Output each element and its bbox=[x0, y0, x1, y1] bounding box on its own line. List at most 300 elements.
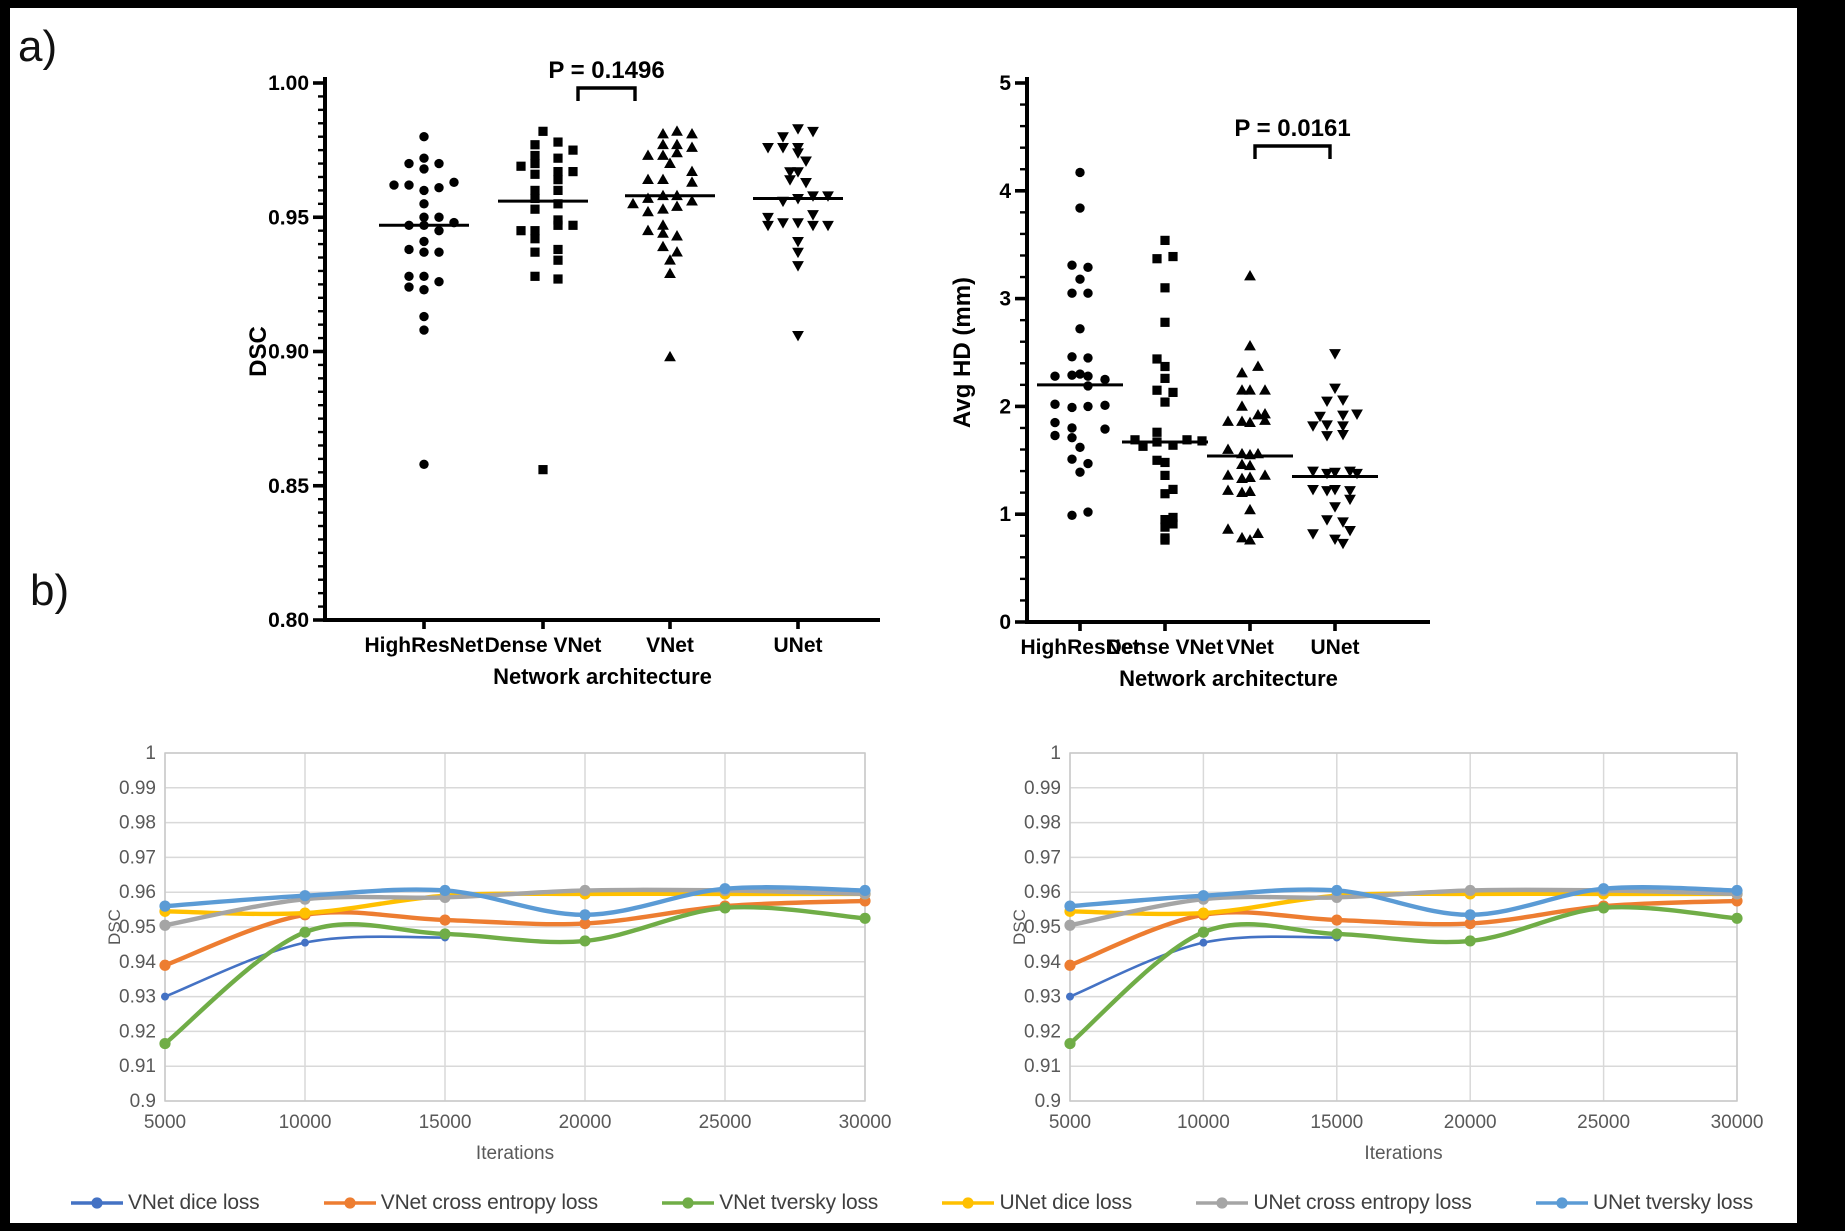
data-point-square bbox=[1160, 535, 1169, 544]
data-point-triangle-down bbox=[792, 331, 804, 341]
data-point-circle bbox=[1067, 403, 1076, 412]
data-point-triangle-up bbox=[657, 139, 669, 149]
series-marker-unet-cross-entropy-loss bbox=[1064, 920, 1075, 931]
y-tick-label: 0 bbox=[999, 611, 1011, 634]
legend-dot bbox=[91, 1197, 102, 1208]
series-marker-unet-dice-loss bbox=[299, 907, 310, 918]
legend-dot bbox=[344, 1197, 355, 1208]
legend-item-unet-tversky-loss bbox=[1535, 1191, 1753, 1215]
data-point-square bbox=[1168, 388, 1177, 397]
data-point-square bbox=[1160, 236, 1169, 245]
data-point-triangle-up bbox=[642, 225, 654, 235]
series-marker-vnet-dice-loss bbox=[161, 993, 169, 1001]
data-point-square bbox=[1160, 471, 1169, 480]
data-point-triangle-down bbox=[1321, 515, 1333, 525]
y-tick-label: 1.00 bbox=[268, 72, 309, 95]
series-marker-unet-cross-entropy-loss bbox=[1465, 885, 1476, 896]
dsc-iterations-line-chart-left bbox=[10, 698, 910, 1180]
significance-bracket bbox=[578, 88, 635, 101]
data-point-circle bbox=[1075, 168, 1084, 177]
data-point-circle bbox=[1083, 402, 1092, 411]
data-point-circle bbox=[1067, 289, 1076, 298]
data-point-triangle-down bbox=[1321, 431, 1333, 441]
x-tick-label: 5000 bbox=[143, 1112, 187, 1133]
avg-hd-scatter-chart bbox=[910, 8, 1797, 698]
data-point-square bbox=[1197, 436, 1206, 445]
data-point-circle bbox=[419, 199, 428, 208]
data-point-square bbox=[1160, 489, 1169, 498]
data-point-square bbox=[1182, 435, 1191, 444]
data-point-circle bbox=[1075, 324, 1084, 333]
x-tick-label: 25000 bbox=[1577, 1112, 1631, 1133]
data-point-square bbox=[1160, 458, 1169, 467]
series-marker-unet-cross-entropy-loss bbox=[579, 885, 590, 896]
x-tick-label: 25000 bbox=[698, 1112, 752, 1133]
series-marker-unet-tversky-loss bbox=[719, 883, 730, 894]
data-point-triangle-up bbox=[1222, 469, 1234, 479]
series-marker-vnet-tversky-loss bbox=[1064, 1038, 1075, 1049]
data-point-square bbox=[1130, 435, 1139, 444]
data-point-square bbox=[553, 154, 562, 163]
dsc-scatter-chart bbox=[10, 8, 910, 698]
x-tick-label: 20000 bbox=[1443, 1112, 1497, 1133]
data-point-triangle-down bbox=[1344, 526, 1356, 536]
data-point-circle bbox=[1100, 424, 1109, 433]
data-point-square bbox=[530, 272, 539, 281]
data-point-circle bbox=[1083, 353, 1092, 362]
data-point-triangle-down bbox=[1307, 529, 1319, 539]
legend-label: VNet cross entropy loss bbox=[380, 1191, 598, 1214]
data-point-triangle-down bbox=[792, 261, 804, 271]
x-category-label: VNet bbox=[1226, 636, 1274, 659]
data-point-square bbox=[1152, 354, 1161, 363]
data-point-square bbox=[1160, 283, 1169, 292]
y-tick-label: 3 bbox=[999, 287, 1011, 311]
data-point-triangle-up bbox=[627, 198, 639, 208]
legend-marker-icon bbox=[941, 1196, 995, 1210]
legend-marker-icon bbox=[70, 1196, 124, 1210]
series-marker-unet-tversky-loss bbox=[1064, 901, 1075, 912]
data-point-circle bbox=[1067, 433, 1076, 442]
data-point-circle bbox=[1067, 260, 1076, 269]
data-point-triangle-down bbox=[792, 237, 804, 247]
series-marker-vnet-cross-entropy-loss bbox=[159, 960, 170, 971]
series-marker-vnet-cross-entropy-loss bbox=[1331, 914, 1342, 925]
data-point-square bbox=[1168, 519, 1177, 528]
data-point-square bbox=[1160, 318, 1169, 327]
data-point-triangle-up bbox=[1259, 469, 1271, 479]
data-point-square bbox=[1160, 362, 1169, 371]
data-point-square bbox=[553, 186, 562, 195]
data-point-circle bbox=[1075, 274, 1084, 283]
y-tick-label: 5 bbox=[999, 72, 1011, 95]
data-point-circle bbox=[1083, 263, 1092, 272]
y-tick-label: 0.90 bbox=[268, 340, 309, 364]
data-point-circle bbox=[419, 325, 428, 334]
data-point-square bbox=[1168, 441, 1177, 450]
data-point-circle bbox=[434, 277, 443, 286]
data-point-circle bbox=[1050, 418, 1059, 427]
y-tick-label: 0.98 bbox=[1024, 812, 1061, 834]
data-point-circle bbox=[1067, 511, 1076, 520]
data-point-square bbox=[1138, 442, 1147, 451]
data-point-circle bbox=[1083, 381, 1092, 390]
data-point-triangle-down bbox=[777, 143, 789, 153]
data-point-square bbox=[553, 256, 562, 265]
y-tick-label: 2 bbox=[999, 395, 1011, 419]
data-point-triangle-down bbox=[807, 127, 819, 137]
data-point-circle bbox=[1050, 400, 1059, 409]
data-point-circle bbox=[1100, 375, 1109, 384]
data-point-circle bbox=[1083, 289, 1092, 298]
legend-item-unet-dice-loss bbox=[941, 1191, 1132, 1215]
data-point-circle bbox=[404, 282, 413, 291]
y-tick-label: 0.95 bbox=[1024, 917, 1061, 938]
panel-a-label: a) bbox=[18, 22, 58, 71]
data-point-triangle-up bbox=[1252, 448, 1264, 458]
data-point-triangle-up bbox=[1244, 270, 1256, 280]
y-tick-label: 0.95 bbox=[268, 206, 309, 230]
data-point-square bbox=[1168, 252, 1177, 261]
chart-legend bbox=[10, 1180, 1797, 1226]
legend-dot bbox=[1217, 1197, 1228, 1208]
data-point-square bbox=[1152, 437, 1161, 446]
x-axis-title: Network architecture bbox=[1119, 666, 1338, 691]
data-point-square bbox=[530, 226, 539, 235]
data-point-triangle-up bbox=[657, 174, 669, 184]
y-tick-label: 0.97 bbox=[1024, 847, 1061, 869]
data-point-triangle-up bbox=[671, 201, 683, 211]
data-point-triangle-up bbox=[1222, 484, 1234, 494]
series-marker-vnet-tversky-loss bbox=[859, 913, 870, 924]
data-point-triangle-down bbox=[822, 191, 834, 201]
p-value-label: P = 0.1496 bbox=[548, 57, 665, 84]
data-point-triangle-up bbox=[642, 174, 654, 184]
data-point-square bbox=[553, 221, 562, 230]
data-point-triangle-up bbox=[1222, 444, 1234, 454]
data-point-square bbox=[568, 146, 577, 155]
data-point-square bbox=[538, 127, 547, 136]
data-point-circle bbox=[449, 218, 458, 227]
data-point-circle bbox=[1050, 372, 1059, 381]
x-tick-label: 30000 bbox=[1710, 1112, 1764, 1133]
x-tick-label: 15000 bbox=[1310, 1112, 1364, 1133]
y-axis-title: DSC bbox=[1010, 909, 1029, 945]
series-line-vnet-cross-entropy-loss bbox=[1070, 901, 1737, 965]
data-point-circle bbox=[1083, 459, 1092, 468]
series-marker-unet-tversky-loss bbox=[1731, 885, 1742, 896]
data-point-triangle-down bbox=[1337, 539, 1349, 549]
x-tick-label: 5000 bbox=[1048, 1112, 1092, 1133]
data-point-square bbox=[516, 226, 525, 235]
data-point-square bbox=[553, 274, 562, 283]
data-point-circle bbox=[389, 180, 398, 189]
data-point-square bbox=[1168, 485, 1177, 494]
data-point-circle bbox=[1083, 372, 1092, 381]
series-marker-vnet-dice-loss bbox=[301, 939, 309, 947]
data-point-triangle-down bbox=[1321, 397, 1333, 407]
data-point-triangle-down bbox=[1329, 384, 1341, 394]
data-point-triangle-up bbox=[686, 128, 698, 138]
series-marker-unet-cross-entropy-loss bbox=[159, 920, 170, 931]
data-point-square bbox=[553, 167, 562, 176]
legend-item-vnet-tversky-loss bbox=[661, 1191, 878, 1215]
data-point-square bbox=[530, 151, 539, 160]
data-point-triangle-up bbox=[1252, 528, 1264, 538]
data-point-triangle-up bbox=[1259, 384, 1271, 394]
data-point-triangle-up bbox=[1222, 415, 1234, 425]
data-point-triangle-down bbox=[1329, 502, 1341, 512]
data-point-square bbox=[1152, 386, 1161, 395]
x-category-label: VNet bbox=[646, 634, 694, 657]
data-point-square bbox=[1160, 523, 1169, 532]
data-point-circle bbox=[1075, 443, 1084, 452]
data-point-circle bbox=[419, 460, 428, 469]
y-tick-label: 0.91 bbox=[1024, 1056, 1061, 1078]
data-point-circle bbox=[419, 186, 428, 195]
data-point-square bbox=[553, 199, 562, 208]
data-point-square bbox=[1152, 456, 1161, 465]
data-point-triangle-up bbox=[657, 241, 669, 251]
data-point-circle bbox=[1067, 455, 1076, 464]
x-category-label: Dense VNet bbox=[1106, 636, 1224, 659]
data-point-triangle-down bbox=[792, 218, 804, 228]
data-point-triangle-down bbox=[792, 124, 804, 134]
data-point-square bbox=[530, 170, 539, 179]
data-point-square bbox=[530, 234, 539, 243]
data-point-circle bbox=[1075, 369, 1084, 378]
y-tick-label: 0.91 bbox=[119, 1056, 156, 1078]
legend-dot bbox=[963, 1197, 974, 1208]
y-axis-title: Avg HD (mm) bbox=[949, 276, 976, 429]
data-point-triangle-up bbox=[657, 128, 669, 138]
data-point-square bbox=[538, 465, 547, 474]
series-marker-vnet-tversky-loss bbox=[159, 1038, 170, 1049]
data-point-triangle-up bbox=[671, 230, 683, 240]
data-point-circle bbox=[419, 312, 428, 321]
data-point-circle bbox=[434, 183, 443, 192]
series-marker-unet-tversky-loss bbox=[159, 901, 170, 912]
data-point-circle bbox=[434, 213, 443, 222]
y-tick-label: 0.99 bbox=[119, 777, 156, 799]
data-point-triangle-down bbox=[822, 221, 834, 231]
data-point-triangle-down bbox=[777, 197, 789, 207]
data-point-circle bbox=[404, 180, 413, 189]
data-point-circle bbox=[404, 159, 413, 168]
data-point-circle bbox=[419, 285, 428, 294]
y-tick-label: 0.9 bbox=[1034, 1091, 1061, 1112]
x-axis-title: Iterations bbox=[475, 1143, 555, 1164]
data-point-circle bbox=[1083, 507, 1092, 516]
data-point-square bbox=[1152, 428, 1161, 437]
panel-b-label: b) bbox=[30, 566, 70, 615]
data-point-square bbox=[553, 137, 562, 146]
x-axis-title: Iterations bbox=[1364, 1143, 1443, 1164]
data-point-square bbox=[530, 186, 539, 195]
y-tick-label: 0.80 bbox=[268, 609, 309, 632]
data-point-triangle-down bbox=[784, 175, 796, 185]
p-value-label: P = 0.0161 bbox=[1234, 115, 1351, 142]
series-marker-vnet-tversky-loss bbox=[719, 902, 730, 913]
y-tick-label: 0.93 bbox=[1024, 986, 1061, 1008]
data-point-triangle-up bbox=[642, 192, 654, 202]
data-point-circle bbox=[449, 178, 458, 187]
x-category-label: UNet bbox=[773, 634, 823, 657]
series-marker-vnet-tversky-loss bbox=[1198, 927, 1209, 938]
data-point-triangle-up bbox=[1236, 367, 1248, 377]
data-point-triangle-up bbox=[642, 149, 654, 159]
legend-marker-icon bbox=[323, 1196, 377, 1210]
data-point-square bbox=[1152, 254, 1161, 263]
data-point-triangle-down bbox=[800, 156, 812, 166]
data-point-circle bbox=[419, 237, 428, 246]
x-tick-label: 30000 bbox=[838, 1112, 892, 1133]
y-tick-label: 4 bbox=[999, 179, 1011, 203]
x-tick-label: 10000 bbox=[1176, 1112, 1230, 1133]
series-marker-unet-tversky-loss bbox=[579, 909, 590, 920]
data-point-triangle-down bbox=[1337, 396, 1349, 406]
data-point-circle bbox=[1075, 203, 1084, 212]
data-point-triangle-up bbox=[1236, 532, 1248, 542]
series-marker-vnet-tversky-loss bbox=[579, 935, 590, 946]
series-marker-vnet-cross-entropy-loss bbox=[1064, 960, 1075, 971]
data-point-triangle-up bbox=[657, 149, 669, 159]
data-point-triangle-up bbox=[686, 141, 698, 151]
data-point-triangle-up bbox=[642, 206, 654, 216]
series-marker-unet-tversky-loss bbox=[1198, 890, 1209, 901]
data-point-triangle-up bbox=[686, 166, 698, 176]
data-point-square bbox=[530, 140, 539, 149]
data-point-square bbox=[530, 159, 539, 168]
data-point-triangle-up bbox=[1244, 460, 1256, 470]
data-point-triangle-down bbox=[807, 221, 819, 231]
data-point-square bbox=[530, 248, 539, 257]
data-point-circle bbox=[1067, 352, 1076, 361]
y-tick-label: 0.85 bbox=[268, 474, 309, 498]
data-point-circle bbox=[404, 221, 413, 230]
series-marker-unet-tversky-loss bbox=[299, 890, 310, 901]
y-tick-label: 0.92 bbox=[119, 1021, 156, 1043]
series-marker-vnet-tversky-loss bbox=[439, 928, 450, 939]
series-marker-unet-tversky-loss bbox=[1465, 909, 1476, 920]
data-point-triangle-down bbox=[800, 178, 812, 188]
series-marker-unet-tversky-loss bbox=[859, 885, 870, 896]
data-point-circle bbox=[419, 164, 428, 173]
y-tick-label: 0.96 bbox=[119, 882, 156, 904]
data-point-circle bbox=[434, 226, 443, 235]
data-point-circle bbox=[1100, 401, 1109, 410]
series-marker-unet-tversky-loss bbox=[1331, 885, 1342, 896]
y-axis-title: DSC bbox=[105, 909, 124, 945]
legend-marker-icon bbox=[1535, 1196, 1589, 1210]
data-point-circle bbox=[1050, 431, 1059, 440]
y-tick-label: 0.92 bbox=[1024, 1021, 1061, 1043]
data-point-circle bbox=[419, 132, 428, 141]
data-point-triangle-up bbox=[664, 351, 676, 361]
series-marker-vnet-tversky-loss bbox=[299, 927, 310, 938]
series-marker-unet-tversky-loss bbox=[1598, 883, 1609, 894]
data-point-circle bbox=[419, 247, 428, 256]
y-tick-label: 0.94 bbox=[119, 951, 156, 973]
data-point-circle bbox=[419, 221, 428, 230]
y-tick-label: 0.94 bbox=[1024, 951, 1061, 973]
y-tick-label: 0.98 bbox=[119, 812, 156, 834]
data-point-triangle-up bbox=[1236, 473, 1248, 483]
significance-bracket bbox=[1255, 146, 1330, 159]
legend-item-vnet-dice-loss bbox=[70, 1191, 259, 1215]
data-point-circle bbox=[1075, 467, 1084, 476]
data-point-triangle-up bbox=[671, 246, 683, 256]
series-marker-vnet-tversky-loss bbox=[1731, 913, 1742, 924]
y-tick-label: 0.9 bbox=[129, 1091, 156, 1112]
data-point-square bbox=[553, 175, 562, 184]
dsc-iterations-line-chart-right bbox=[915, 698, 1797, 1180]
series-marker-vnet-dice-loss bbox=[1066, 993, 1074, 1001]
legend-label: UNet dice loss bbox=[999, 1191, 1133, 1214]
data-point-triangle-up bbox=[1222, 523, 1234, 533]
data-point-circle bbox=[404, 272, 413, 281]
legend-item-vnet-cross-entropy-loss bbox=[323, 1191, 598, 1215]
data-point-square bbox=[1160, 397, 1169, 406]
series-marker-vnet-cross-entropy-loss bbox=[439, 914, 450, 925]
data-point-triangle-down bbox=[807, 210, 819, 220]
y-tick-label: 0.97 bbox=[119, 847, 156, 869]
data-point-triangle-down bbox=[762, 221, 774, 231]
x-tick-label: 10000 bbox=[278, 1112, 332, 1133]
data-point-triangle-down bbox=[1337, 430, 1349, 440]
data-point-triangle-down bbox=[1307, 421, 1319, 431]
data-point-square bbox=[568, 167, 577, 176]
series-line-vnet-cross-entropy-loss bbox=[165, 901, 865, 965]
data-point-triangle-down bbox=[1337, 411, 1349, 421]
data-point-triangle-down bbox=[792, 248, 804, 258]
x-category-label: Dense VNet bbox=[484, 634, 602, 657]
y-tick-label: 0.99 bbox=[1024, 777, 1061, 799]
series-marker-vnet-tversky-loss bbox=[1598, 902, 1609, 913]
data-point-square bbox=[1160, 374, 1169, 383]
data-point-triangle-down bbox=[1344, 495, 1356, 505]
x-category-label: HighResNet bbox=[1020, 636, 1140, 659]
data-point-triangle-up bbox=[1244, 504, 1256, 514]
legend-label: UNet cross entropy loss bbox=[1253, 1191, 1472, 1214]
data-point-triangle-up bbox=[657, 203, 669, 213]
data-point-square bbox=[516, 162, 525, 171]
figure-canvas bbox=[10, 8, 1797, 1223]
legend-label: VNet tversky loss bbox=[719, 1191, 879, 1214]
data-point-triangle-up bbox=[686, 176, 698, 186]
series-marker-unet-dice-loss bbox=[1198, 907, 1209, 918]
data-point-circle bbox=[419, 272, 428, 281]
legend-label: UNet tversky loss bbox=[1593, 1191, 1753, 1214]
data-point-triangle-up bbox=[1236, 400, 1248, 410]
y-tick-label: 0.93 bbox=[119, 986, 156, 1008]
data-point-triangle-up bbox=[664, 268, 676, 278]
y-tick-label: 0.96 bbox=[1024, 882, 1061, 904]
y-tick-label: 1 bbox=[1050, 743, 1061, 764]
data-point-circle bbox=[419, 213, 428, 222]
data-point-circle bbox=[1067, 423, 1076, 432]
data-point-triangle-down bbox=[1329, 349, 1341, 359]
legend-marker-icon bbox=[1195, 1196, 1249, 1210]
y-axis-title: DSC bbox=[245, 326, 272, 377]
data-point-triangle-down bbox=[777, 132, 789, 142]
data-point-circle bbox=[419, 153, 428, 162]
legend-marker-icon bbox=[661, 1196, 715, 1210]
legend-item-unet-cross-entropy-loss bbox=[1195, 1191, 1471, 1215]
y-tick-label: 0.95 bbox=[119, 917, 156, 938]
x-category-label: HighResNet bbox=[364, 634, 484, 657]
data-point-triangle-down bbox=[762, 143, 774, 153]
